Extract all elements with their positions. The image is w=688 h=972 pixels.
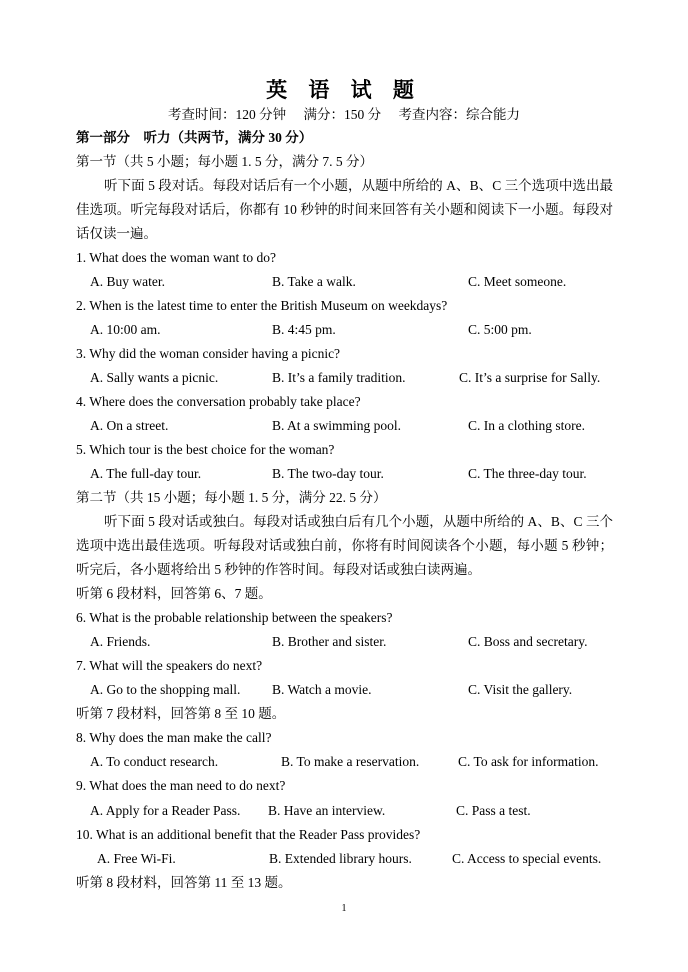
q6-option-c: C. Boss and secretary.: [468, 634, 588, 649]
q5-option-c: C. The three-day tour.: [468, 466, 587, 481]
q9-option-b: B. Have an interview.: [268, 803, 386, 818]
q2-option-b: B. 4:45 pm.: [272, 322, 336, 337]
exam-title: 英 语 试 题: [266, 78, 422, 102]
q4-option-c: C. In a clothing store.: [468, 418, 585, 433]
material-8-note: 听第 8 段材料，回答第 11 至 13 题。: [76, 875, 292, 890]
page-number: 1: [341, 903, 347, 914]
question-1: 1. What does the woman want to do?: [76, 250, 276, 265]
q8-option-b: B. To make a reservation.: [281, 754, 420, 769]
material-6-note: 听第 6 段材料，回答第 6、7 题。: [76, 586, 272, 601]
exam-score: 满分：150 分: [303, 107, 382, 122]
q2-option-c: C. 5:00 pm.: [468, 322, 532, 337]
question-6: 6. What is the probable relationship between the speakers?: [76, 610, 393, 625]
q1-option-c: C. Meet someone.: [468, 274, 567, 289]
q10-option-a: A. Free Wi-Fi.: [97, 851, 176, 866]
q6-option-a: A. Friends.: [90, 634, 151, 649]
q1-option-b: B. Take a walk.: [272, 274, 356, 289]
exam-info: [0, 103, 688, 123]
section2-instructions: 听下面 5 段对话或独白。每段对话或独白后有几个小题，从题中所给的 A、B、C 三个选项中选出最佳选项。听每段对话或独白前，你将有时间阅读各个小题，每小题 5 秒钟；听完后，各小题将给出 5 秒钟的作答时间。每段对话或独白读两遍。: [76, 514, 613, 577]
section2-heading: 第二节（共 15 小题；每小题 1. 5 分，满分 22. 5 分）: [76, 490, 387, 505]
q10-option-b: B. Extended library hours.: [269, 851, 412, 866]
q5-option-b: B. The two-day tour.: [272, 466, 384, 481]
question-9: 9. What does the man need to do next?: [76, 778, 286, 793]
exam-time: 考查时间：120 分钟: [168, 107, 287, 122]
section1-heading: 第一节（共 5 小题；每小题 1. 5 分，满分 7. 5 分）: [76, 154, 373, 169]
q1-option-a: A. Buy water.: [90, 274, 165, 289]
q7-option-b: B. Watch a movie.: [272, 682, 372, 697]
q8-option-a: A. To conduct research.: [90, 754, 219, 769]
q9-option-c: C. Pass a test.: [456, 803, 531, 818]
q7-option-a: A. Go to the shopping mall.: [90, 682, 241, 697]
q8-option-c: C. To ask for information.: [458, 754, 599, 769]
part1-heading: 第一部分 听力（共两节，满分 30 分）: [76, 130, 313, 145]
q7-option-c: C. Visit the gallery.: [468, 682, 573, 697]
exam-content: 考查内容：综合能力: [398, 107, 520, 122]
question-2: 2. When is the latest time to enter the British Museum on weekdays?: [76, 298, 448, 313]
section1-instructions: 听下面 5 段对话。每段对话后有一个小题，从题中所给的 A、B、C 三个选项中选出最佳选项。听完每段对话后，你都有 10 秒钟的时间来回答有关小题和阅读下一小题。每段对话仅读一遍。: [76, 178, 613, 241]
q4-option-a: A. On a street.: [90, 418, 169, 433]
question-8: 8. Why does the man make the call?: [76, 730, 272, 745]
q3-option-a: A. Sally wants a picnic.: [90, 370, 219, 385]
q2-option-a: A. 10:00 am.: [90, 322, 161, 337]
q3-option-c: C. It’s a surprise for Sally.: [459, 370, 601, 385]
q9-option-a: A. Apply for a Reader Pass.: [90, 803, 241, 818]
question-4: 4. Where does the conversation probably take place?: [76, 394, 361, 409]
material-7-note: 听第 7 段材料，回答第 8 至 10 题。: [76, 706, 286, 721]
q3-option-b: B. It’s a family tradition.: [272, 370, 406, 385]
q5-option-a: A. The full-day tour.: [90, 466, 202, 481]
q4-option-b: B. At a swimming pool.: [272, 418, 402, 433]
q10-option-c: C. Access to special events.: [452, 851, 602, 866]
question-10: 10. What is an additional benefit that the Reader Pass provides?: [76, 827, 421, 842]
question-5: 5. Which tour is the best choice for the woman?: [76, 442, 335, 457]
q6-option-b: B. Brother and sister.: [272, 634, 387, 649]
question-7: 7. What will the speakers do next?: [76, 658, 263, 673]
question-3: 3. Why did the woman consider having a picnic?: [76, 346, 341, 361]
